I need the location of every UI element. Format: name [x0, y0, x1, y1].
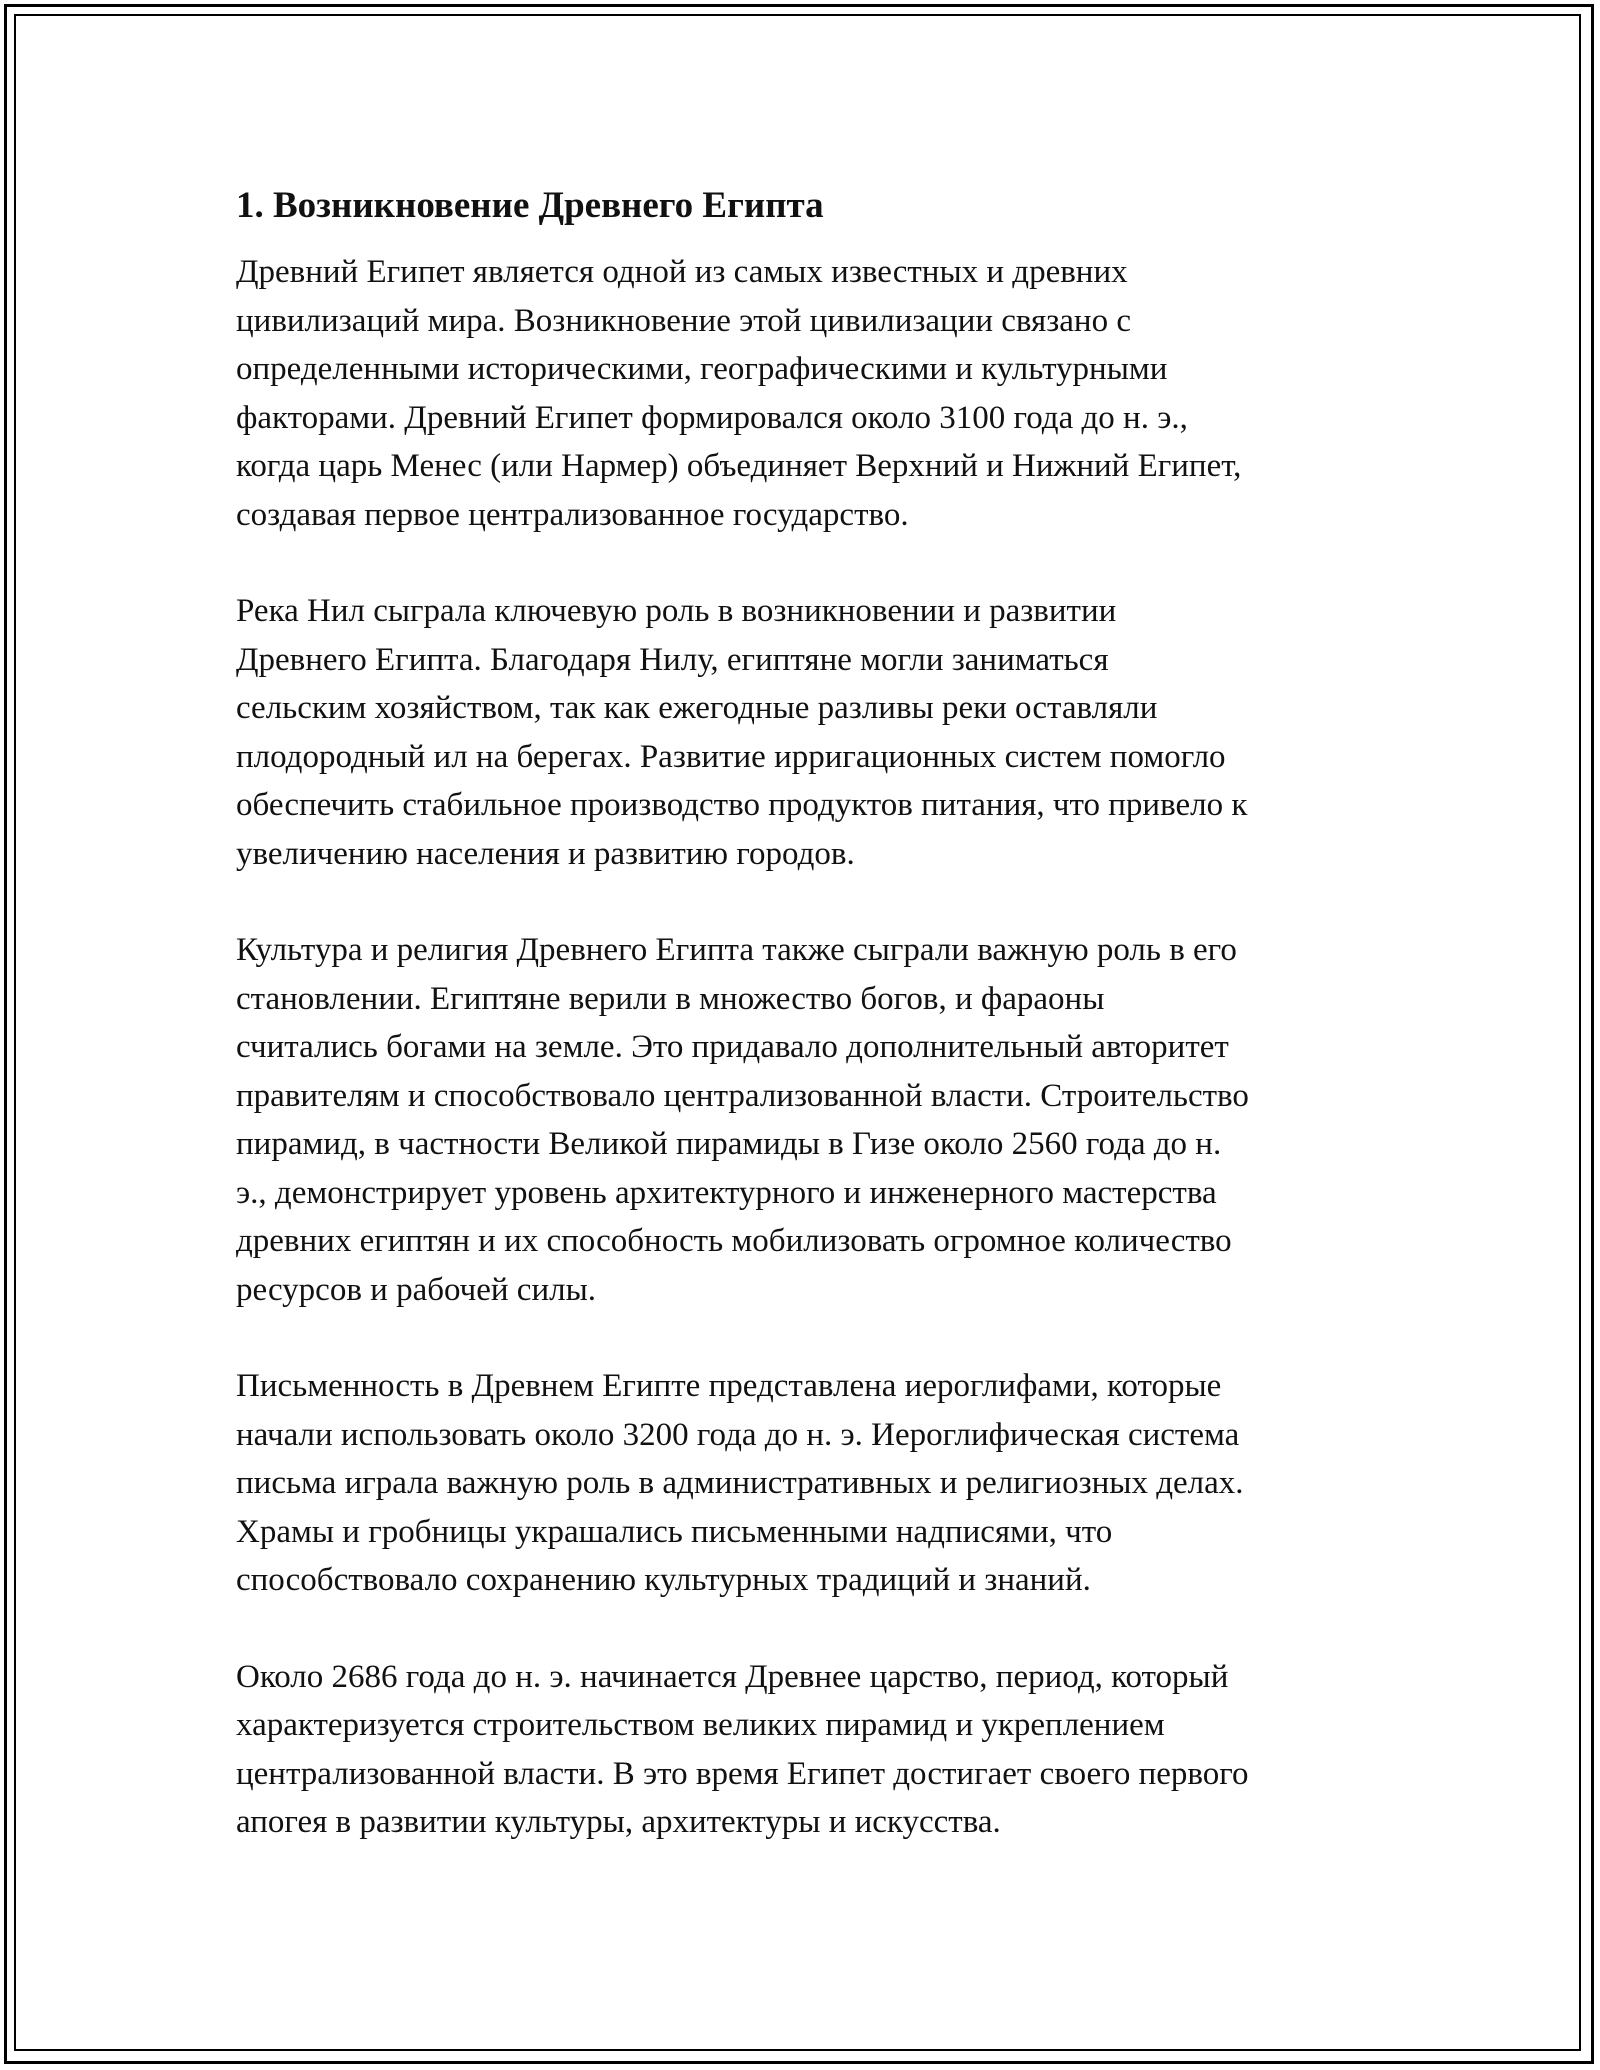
text-line: плодородный ил на берегах. Развитие ирригационных систем помогло	[236, 738, 1226, 775]
text-line: увеличению населения и развитию городов.	[236, 835, 855, 872]
text-line: определенными историческими, географическими и культурными	[236, 351, 1168, 387]
text-line: централизованной власти. В это время Египет достигает своего первого	[236, 1755, 1249, 1792]
text-line: способствовало сохранению культурных традиций и знаний.	[236, 1562, 1091, 1598]
paragraph-writing	[236, 1362, 1376, 1605]
text-line: Письменность в Древнем Египте представлена иероглифами, которые	[236, 1368, 1222, 1404]
text-line: Храмы и гробницы украшались письменными надписями, что	[236, 1513, 1113, 1550]
text-line: цивилизаций мира. Возникновение этой цивилизации связано с	[236, 302, 1131, 339]
text-line: когда царь Менес (или Нармер) объединяет Верхний и Нижний Египет,	[236, 448, 1242, 484]
text-line: ресурсов и рабочей силы.	[236, 1271, 597, 1308]
text-line: апогея в развитии культуры, архитектуры и искусства.	[236, 1804, 1001, 1840]
section-title: 1. Возникновение Древнего Египта	[236, 185, 824, 226]
text-line: пирамид, в частности Великой пирамиды в Гизе около 2560 года до н.	[236, 1126, 1222, 1162]
text-line: факторами. Древний Египет формировался около 3100 года до н. э.,	[236, 399, 1188, 436]
paragraph-culture-religion	[236, 926, 1376, 1314]
text-line: считались богами на земле. Это придавало дополнительный авторитет	[236, 1029, 1229, 1065]
text-line: Культура и религия Древнего Египта также сыграли важную роль в его	[236, 932, 1237, 968]
text-line: э., демонстрирует уровень архитектурного и инженерного мастерства	[236, 1174, 1217, 1211]
text-line: сельским хозяйством, так как ежегодные разливы реки оставляли	[236, 690, 1158, 726]
text-line: правителям и способствовало централизованной власти. Строительство	[236, 1077, 1249, 1114]
text-line: письма играла важную роль в административных и религиозных делах.	[236, 1465, 1244, 1501]
text-line: древних египтян и их способность мобилизовать огромное количество	[236, 1223, 1232, 1259]
text-line: Около 2686 года до н. э. начинается Древнее царство, период, который	[236, 1658, 1229, 1695]
text-line: начали использовать около 3200 года до н. э. Иероглифическая система	[236, 1416, 1240, 1453]
text-line: обеспечить стабильное производство продуктов питания, что привело к	[236, 787, 1248, 823]
paragraph-nile	[236, 587, 1376, 878]
document-body	[236, 180, 1376, 1895]
text-line: Древнего Египта. Благодаря Нилу, египтяне могли заниматься	[236, 641, 1109, 678]
text-line: Река Нил сыграла ключевую роль в возникновении и развитии	[236, 593, 1117, 629]
paragraph-origin	[236, 248, 1376, 539]
text-line: создавая первое централизованное государство.	[236, 496, 909, 533]
paragraph-old-kingdom	[236, 1653, 1376, 1847]
text-line: характеризуется строительством великих пирамид и укреплением	[236, 1707, 1165, 1743]
text-line: Древний Египет является одной из самых известных и древних	[236, 254, 1128, 290]
text-line: становлении. Египтяне верили в множество богов, и фараоны	[236, 980, 1105, 1017]
